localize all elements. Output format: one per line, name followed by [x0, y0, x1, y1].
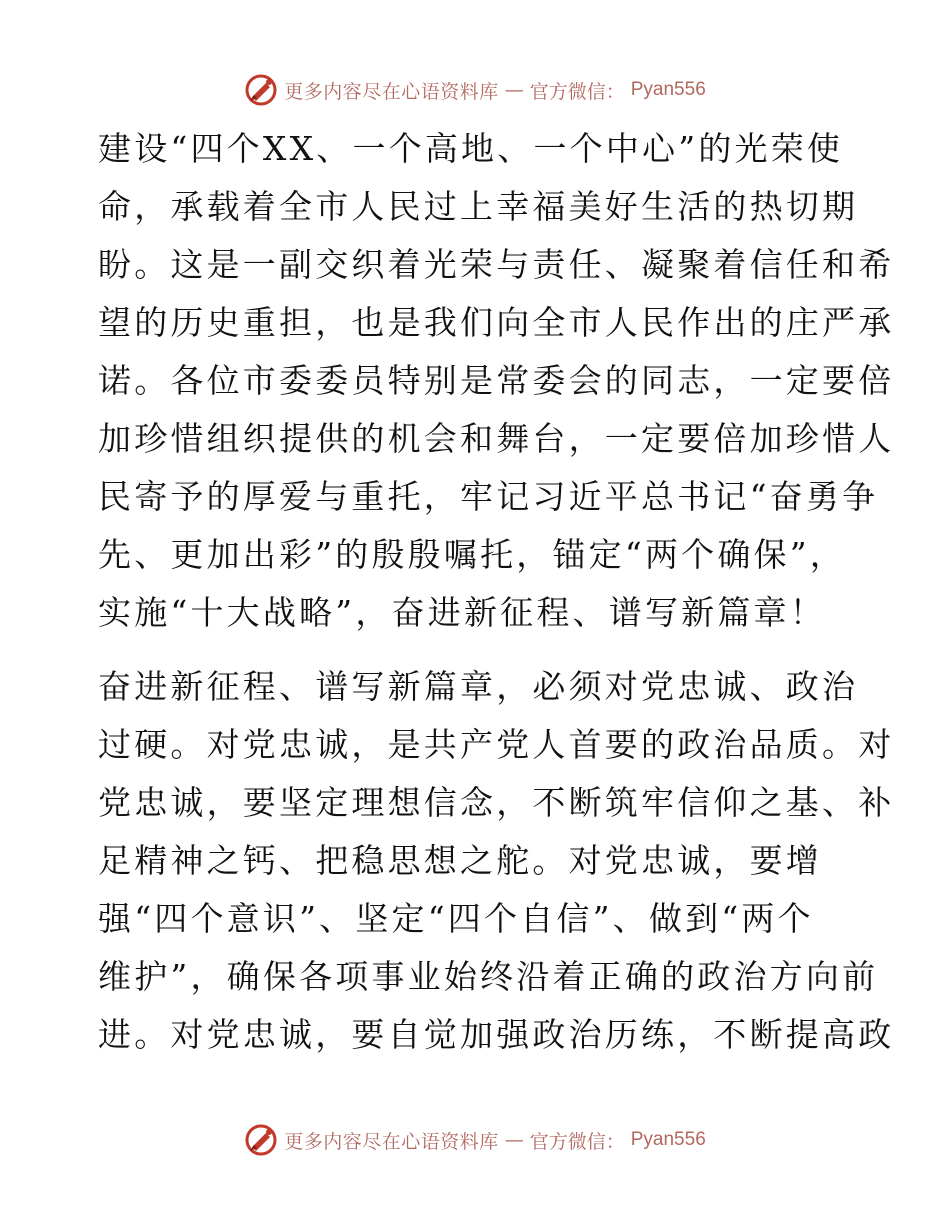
text-line: 加珍惜组织提供的机会和舞台，一定要倍加珍惜人 — [98, 419, 895, 458]
banner-separator: — — [504, 1129, 524, 1151]
text-line: 足精神之钙、把稳思想之舵。对党忠诚，要增 — [98, 841, 822, 880]
text-line: 奋进新征程、谱写新篇章，必须对党忠诚、政治 — [98, 667, 859, 706]
paragraph-2 — [98, 658, 895, 1064]
footer-banner — [0, 1123, 950, 1157]
text-line: 民寄予的厚爱与重托，牢记习近平总书记“奋勇争 — [98, 477, 879, 516]
pen-logo-icon — [244, 1123, 278, 1157]
text-line: 诺。各位市委委员特别是常委会的同志，一定要倍 — [98, 361, 895, 400]
text-line: 望的历史重担，也是我们向全市人民作出的庄严承 — [98, 303, 895, 342]
banner-main-text: 更多内容尽在心语资料库 — [284, 1130, 499, 1153]
text-line: 实施“十大战略”，奋进新征程、谱写新篇章！ — [98, 593, 826, 632]
banner-wechat-label: 官方微信： — [529, 80, 625, 103]
document-body — [98, 120, 895, 1064]
text-line: 命，承载着全市人民过上幸福美好生活的热切期 — [98, 187, 859, 226]
paragraph-1 — [98, 120, 895, 642]
text-line: 过硬。对党忠诚，是共产党人首要的政治品质。对 — [98, 725, 895, 764]
banner-main-text: 更多内容尽在心语资料库 — [284, 80, 499, 103]
text-line: 维护”，确保各项事业始终沿着正确的政治方向前 — [98, 957, 879, 996]
text-line: 盼。这是一副交织着光荣与责任、凝聚着信任和希 — [98, 245, 895, 284]
pen-logo-icon — [244, 73, 278, 107]
banner-separator: — — [504, 79, 524, 101]
text-line: 强“四个意识”、坚定“四个自信”、做到“两个 — [98, 899, 814, 938]
header-banner — [0, 73, 950, 107]
text-line: 建设“四个XX、一个高地、一个中心”的光荣使 — [98, 129, 844, 168]
banner-wechat-id: Pyan556 — [630, 79, 706, 100]
text-line: 进。对党忠诚，要自觉加强政治历练，不断提高政 — [98, 1015, 895, 1054]
text-line: 先、更加出彩”的殷殷嘱托，锚定“两个确保”， — [98, 535, 847, 574]
paragraph-gap — [98, 642, 858, 658]
banner-wechat-id: Pyan556 — [630, 1129, 706, 1150]
banner-wechat-label: 官方微信： — [529, 1130, 625, 1153]
text-line: 党忠诚，要坚定理想信念，不断筑牢信仰之基、补 — [98, 783, 895, 822]
